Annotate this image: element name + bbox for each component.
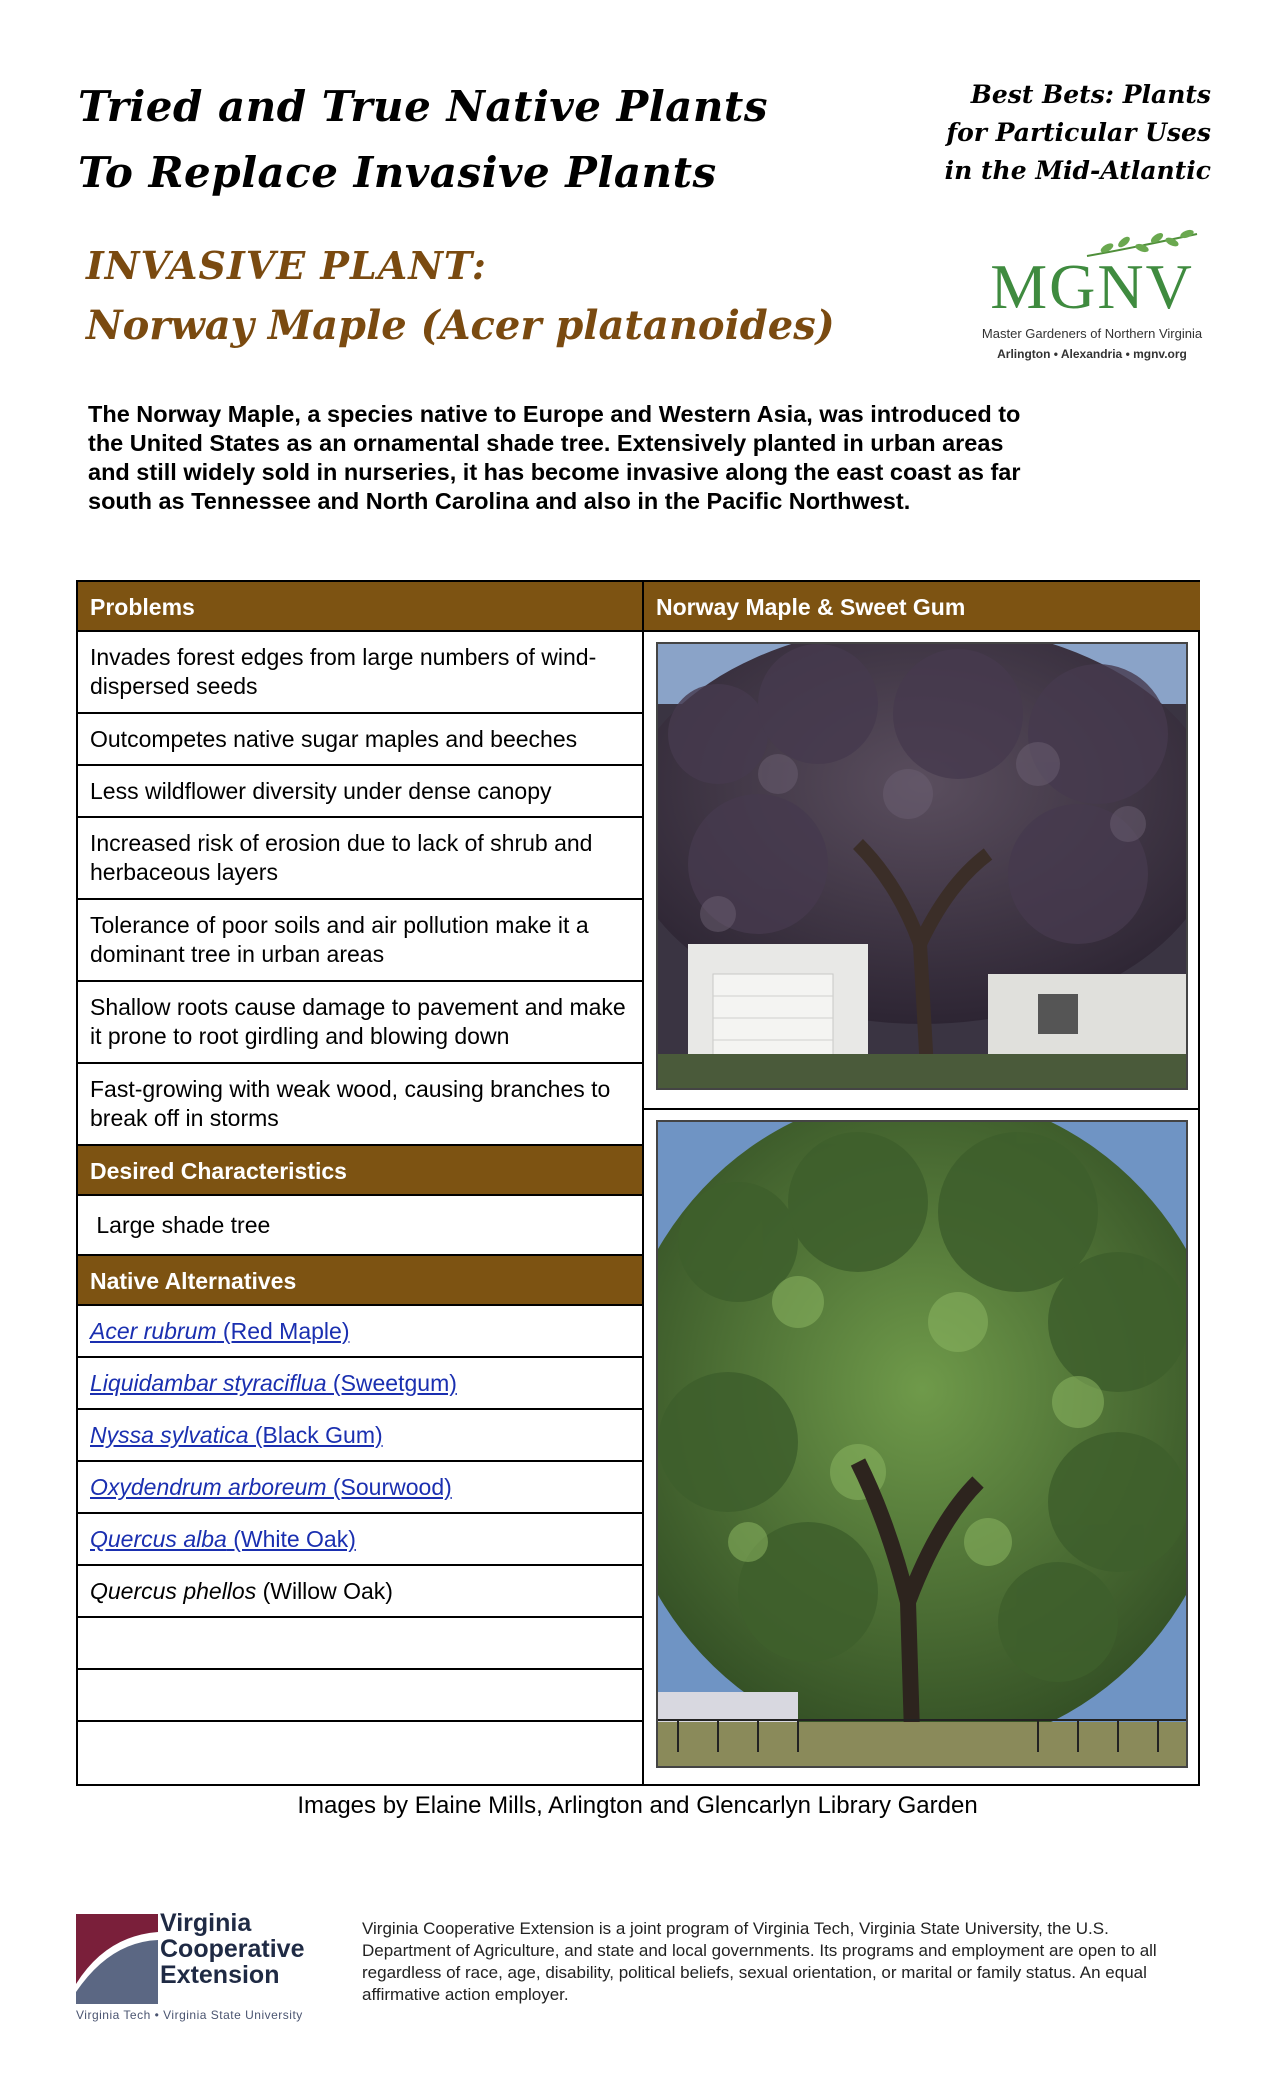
mgnv-logo xyxy=(962,228,1222,368)
problems-header: Problems xyxy=(78,582,642,632)
problem-row: Invades forest edges from large numbers of wind-dispersed seeds xyxy=(78,632,642,714)
sweet-gum-photo xyxy=(656,1120,1188,1768)
alternative-row xyxy=(78,1306,642,1358)
alternative-link-liquidambar[interactable]: Liquidambar styraciflua (Sweetgum) xyxy=(90,1369,457,1396)
alternative-link-nyssa[interactable]: Nyssa sylvatica (Black Gum) xyxy=(90,1421,383,1448)
best-bets-line-1: Best Bets: Plants xyxy=(970,80,1211,109)
problem-row: Fast-growing with weak wood, causing branches to break off in storms xyxy=(78,1064,642,1146)
info-column xyxy=(78,582,642,1774)
best-bets-line-2: for Particular Uses xyxy=(946,118,1211,147)
photo-column xyxy=(642,582,1200,1784)
problem-row: Outcompetes native sugar maples and beeches xyxy=(78,714,642,766)
desired-row: Large shade tree xyxy=(78,1196,642,1256)
invasive-label: INVASIVE PLANT: xyxy=(86,243,487,288)
page-title xyxy=(78,74,768,206)
alternative-row xyxy=(78,1358,642,1410)
disclaimer-text: Virginia Cooperative Extension is a joint program of Virginia Tech, Virginia State University, the U.S. Department of Agriculture, and state and local governments. Its programs and employment are open to all regardless of race, age, disability, political beliefs, sexual orientation, or marital or family status. An equal affirmative action employer. xyxy=(362,1919,1157,2004)
alternative-link-oxydendrum[interactable]: Oxydendrum arboreum (Sourwood) xyxy=(90,1473,452,1500)
problem-row: Shallow roots cause damage to pavement and make it prone to root girdling and blowing down xyxy=(78,982,642,1064)
vce-swoosh-icon xyxy=(76,1914,158,2004)
alternative-row xyxy=(78,1566,642,1618)
problem-row: Increased risk of erosion due to lack of shrub and herbaceous layers xyxy=(78,818,642,900)
vce-wordmark: Virginia Cooperative Extension xyxy=(160,1909,305,1989)
logo-org-name: Master Gardeners of Northern Virginia xyxy=(981,326,1203,341)
alternative-row xyxy=(78,1514,642,1566)
alternative-link-quercus-alba[interactable]: Quercus alba (White Oak) xyxy=(90,1525,356,1552)
norway-maple-photo xyxy=(656,642,1188,1090)
logo-locations: Arlington • Alexandria • mgnv.org xyxy=(997,347,1187,361)
info-table xyxy=(76,580,1200,1786)
title-line-2: To Replace Invasive Plants xyxy=(78,148,717,197)
sweet-gum-photo-cell xyxy=(644,1110,1200,1784)
invasive-plant-name: Norway Maple (Acer platanoides) xyxy=(86,302,835,349)
image-credit: Images by Elaine Mills, Arlington and Glencarlyn Library Garden xyxy=(297,1792,978,1819)
empty-row xyxy=(78,1722,642,1774)
best-bets-line-3: in the Mid-Atlantic xyxy=(944,156,1211,185)
alternative-link-acer-rubrum[interactable]: Acer rubrum (Red Maple) xyxy=(90,1317,350,1344)
vce-logo xyxy=(76,1910,336,2030)
problem-row: Less wildflower diversity under dense canopy xyxy=(78,766,642,818)
norway-maple-photo-cell xyxy=(644,632,1200,1110)
series-subtitle xyxy=(851,76,1211,190)
desired-characteristics-header: Desired Characteristics xyxy=(78,1146,642,1196)
logo-mark: MGNV xyxy=(990,251,1194,322)
empty-row xyxy=(78,1670,642,1722)
alternative-row xyxy=(78,1462,642,1514)
title-line-1: Tried and True Native Plants xyxy=(78,82,768,131)
empty-row xyxy=(78,1618,642,1670)
intro-paragraph: The Norway Maple, a species native to Europe and Western Asia, was introduced to the United States as an ornamental shade tree. Extensively planted in urban areas and still widely sold in nurseries, it has become invasive along the east coast as far south as Tennessee and North Carolina and also in the Pacific Northwest. xyxy=(88,401,1021,514)
alternative-row xyxy=(78,1410,642,1462)
photos-header: Norway Maple & Sweet Gum xyxy=(644,582,1200,632)
vce-universities: Virginia Tech • Virginia State University xyxy=(76,2008,303,2022)
native-alternatives-header: Native Alternatives xyxy=(78,1256,642,1306)
problem-row: Tolerance of poor soils and air pollution make it a dominant tree in urban areas xyxy=(78,900,642,982)
alternative-text-quercus-phellos: Quercus phellos (Willow Oak) xyxy=(90,1577,393,1604)
